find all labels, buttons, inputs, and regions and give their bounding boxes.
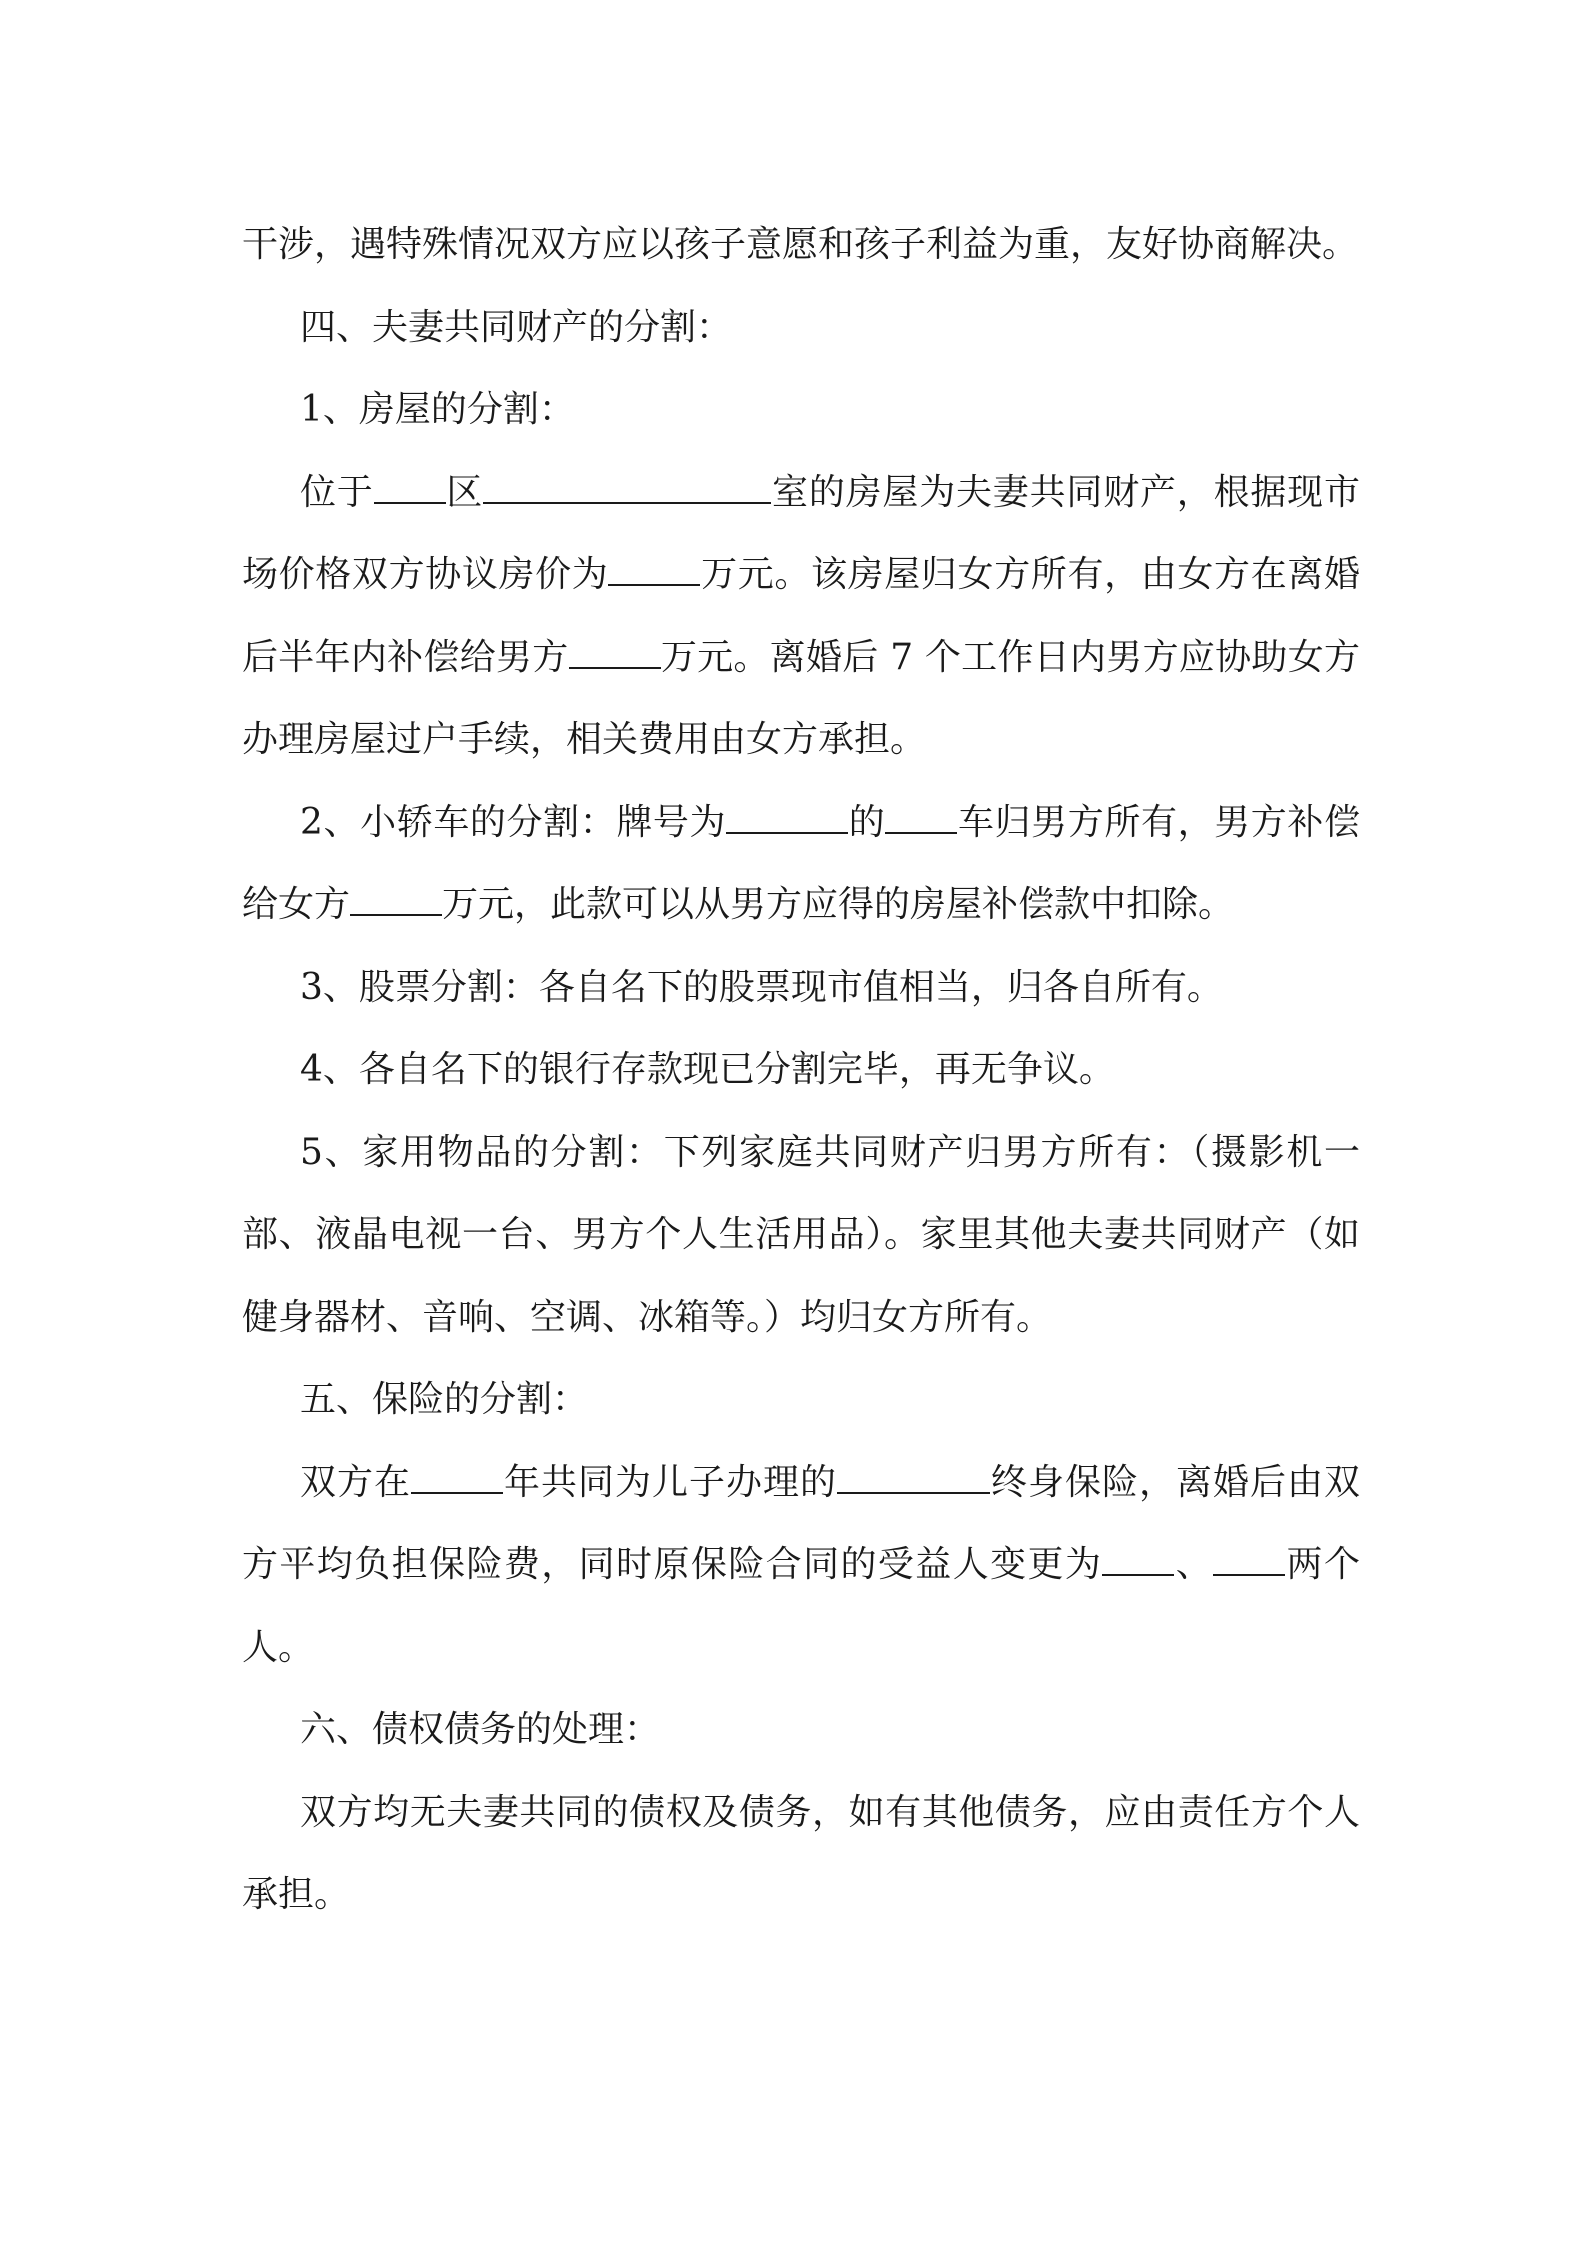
- fill-in-blank-room: [483, 472, 771, 504]
- fill-in-blank-year: [411, 1462, 503, 1494]
- text-segment: 、: [1174, 1544, 1214, 1585]
- section-heading-debts: 六、债权债务的处理：: [300, 1709, 661, 1750]
- fill-in-blank-beneficiary-2: [1213, 1544, 1285, 1576]
- paragraph-household-items: 5、家用物品的分割：下列家庭共同财产归男方所有：（摄影机一部、液晶电视一台、男方个人生活用品）。家里其他夫妻共同财产（如健身器材、音响、空调、冰箱等。）均归女方所有。: [242, 1131, 1360, 1338]
- text-segment: 双方在: [300, 1461, 411, 1503]
- paragraph-continuation: 干涉，遇特殊情况双方应以孩子意愿和孩子利益为重，友好协商解决。: [242, 224, 1359, 265]
- paragraph-house-details: [242, 452, 1360, 782]
- fill-in-blank-car-model: [885, 802, 957, 834]
- fill-in-blank-compensation: [569, 637, 661, 669]
- text-segment: 年共同为儿子办理的: [503, 1461, 837, 1503]
- paragraph-stock-division: 3、股票分割：各自名下的股票现市值相当，归各自所有。: [300, 966, 1223, 1008]
- fill-in-blank-beneficiary-1: [1102, 1544, 1174, 1576]
- section-heading-property-division: 四、夫妻共同财产的分割：: [300, 306, 733, 348]
- paragraph-insurance-details: [242, 1442, 1360, 1690]
- paragraph-car-division: [242, 782, 1360, 947]
- text-segment: 室的房屋为夫妻共同财产，根据现市场价格双方协议房价为: [242, 471, 1360, 595]
- fill-in-blank-car-compensation: [350, 884, 442, 916]
- text-segment: 车归男方所有，男方补偿给女方: [242, 801, 1360, 925]
- paragraph-debts-details: 双方均无夫妻共同的债权及债务，如有其他债务，应由责任方个人承担。: [242, 1791, 1360, 1915]
- fill-in-blank-plate-number: [726, 802, 848, 834]
- text-segment: 万元。该房屋归女方所有，由女方在离婚后半年内补偿给男方: [242, 554, 1360, 678]
- paragraph-bank-deposits: 4、各自名下的银行存款现已分割完毕，再无争议。: [300, 1049, 1115, 1090]
- text-segment: 终身保险，离婚后由双方平均负担保险费，同时原保险合同的受益人变更为: [242, 1461, 1360, 1585]
- fill-in-blank-district: [374, 472, 446, 504]
- item-house-division-heading: 1、房屋的分割：: [300, 389, 575, 430]
- document-body: [242, 204, 1360, 1937]
- text-segment: 区: [445, 471, 484, 513]
- text-segment: 万元。离婚后 7 个工作日内男方应协助女方办理房屋过户手续，相关费用由女方承担。: [242, 636, 1360, 760]
- text-segment: 的: [848, 801, 886, 843]
- fill-in-blank-price: [608, 554, 700, 586]
- text-segment: 万元，此款可以从男方应得的房屋补偿款中扣除。: [442, 884, 1235, 925]
- fill-in-blank-insurance-name: [837, 1462, 990, 1494]
- text-segment: 位于: [300, 471, 374, 513]
- section-heading-insurance: 五、保险的分割：: [300, 1379, 589, 1420]
- text-segment: 两个人。: [242, 1544, 1360, 1668]
- text-segment: 2、小轿车的分割：牌号为: [300, 801, 727, 843]
